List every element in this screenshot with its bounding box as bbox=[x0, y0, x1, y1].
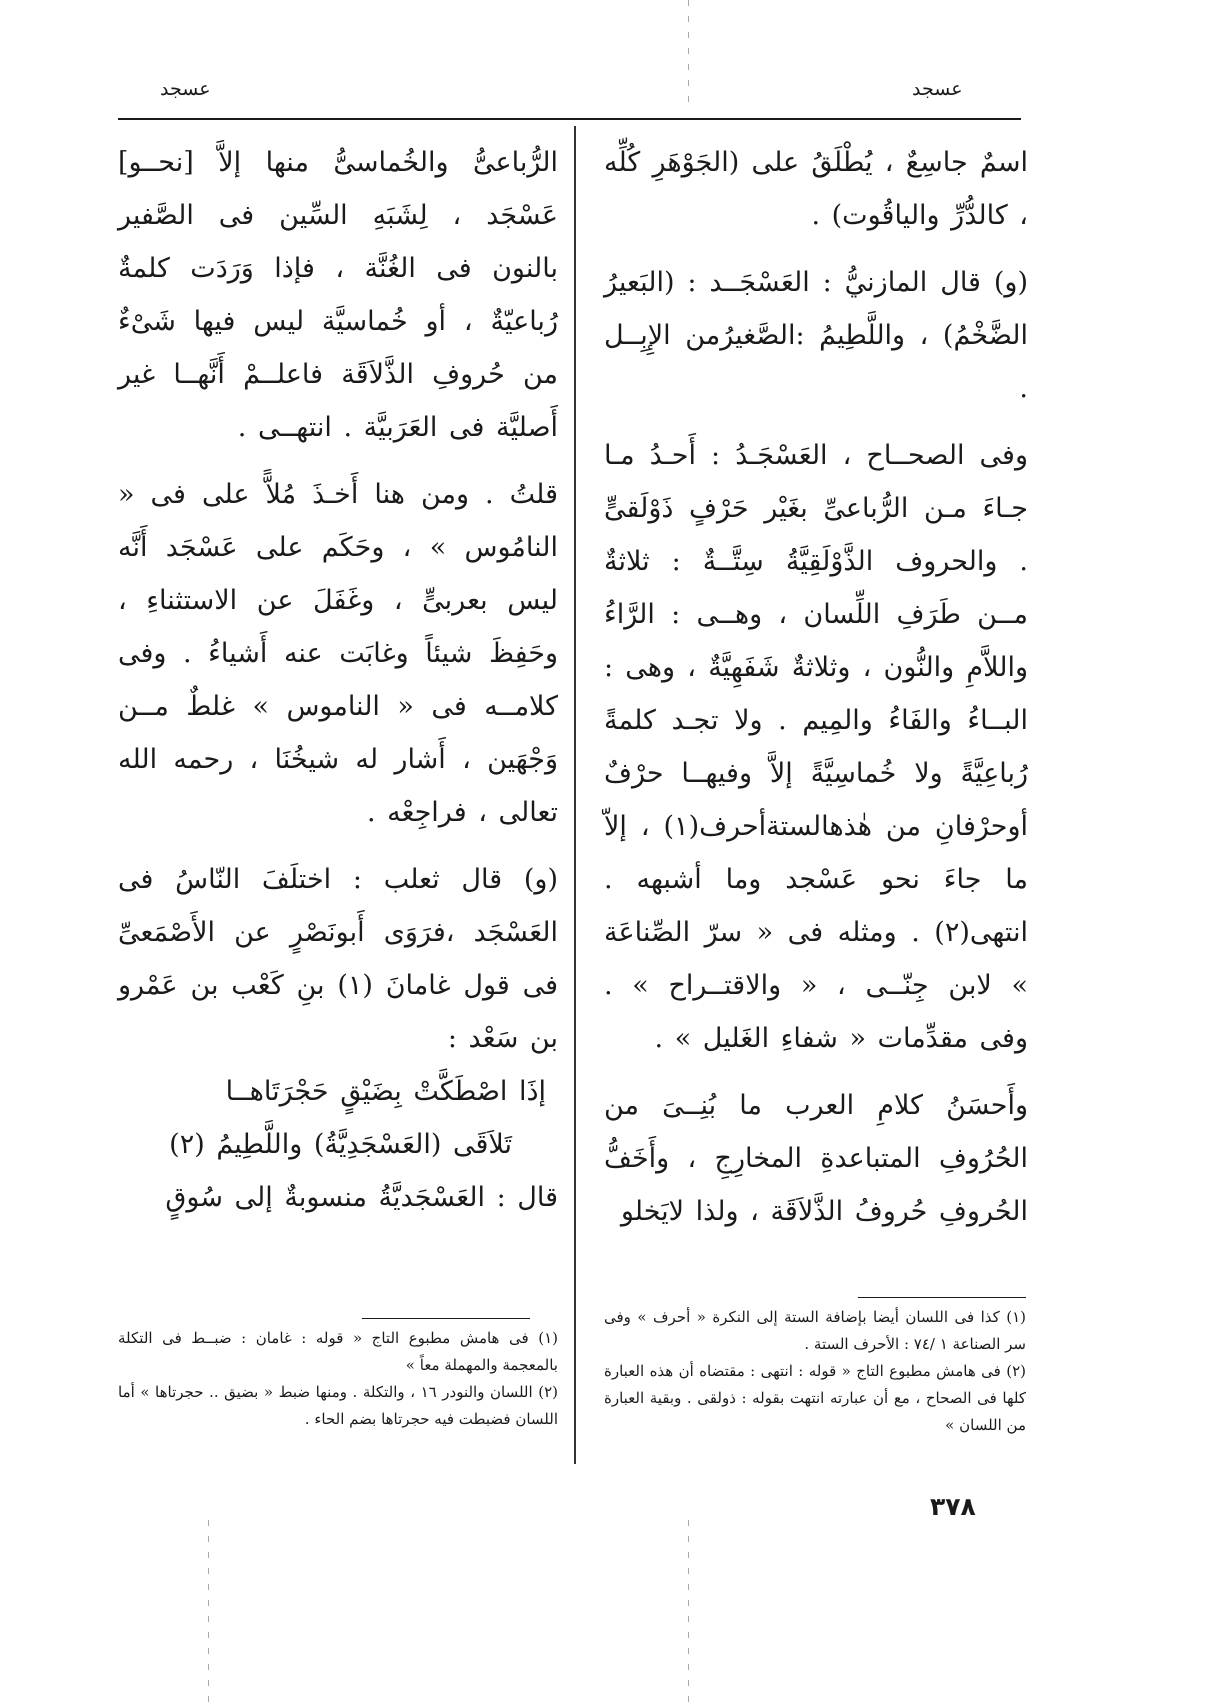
scan-artifact-line bbox=[688, 0, 689, 110]
footnote: (١) كذا فى اللسان أيضا بإضافة الستة إلى النكرة « أحرف » وفى سر الصناعة ١ /٧٤ : الأحرف الستة . bbox=[604, 1308, 1026, 1353]
footnote-rule bbox=[362, 1318, 530, 1319]
paragraph: الرُّباعىُّ والخُماسىُّ منها إلاَّ [نحــو] عَسْجَد ، لِشَبَهِ السِّين فى الصَّفير بالنون فى الغُنَّة ، فإذا وَرَدَت كلمةٌ رُباعيّةٌ ، أو خُماسيَّة ليس فيها شَىْءٌ من حُروفِ الذَّلاَقَة فاعلــمْ أَنَّهــا غير أَصليَّة فى العَرَبيَّة . انتهــى . bbox=[118, 147, 558, 443]
running-head-right: عسجد bbox=[912, 78, 963, 100]
footnotes-right bbox=[604, 1304, 1026, 1439]
header-rule bbox=[118, 118, 1021, 120]
page-number: ٣٧٨ bbox=[930, 1492, 976, 1521]
verse bbox=[118, 1065, 558, 1171]
verse-line-2: تَلاَقَى (العَسْجَدِيَّةُ) واللَّطِيمُ (٢) bbox=[169, 1129, 512, 1160]
paragraph: وفى الصحــاح ، العَسْجَـدُ : أَحـدُ مـا جـاءَ مـن الرُّباعىِّ بغَيْر حَرْفٍ ذَوْلَقىٍّ . والحروف الذَّوْلَقِيَّةُ سِتَّــةٌ : ثلاثةٌ مــن طَرَفِ اللِّسان ، وهــى : الرَّاءُ واللاَّمِ والنُّون ، وثلاثةٌ شَفَهِيَّةٌ ، وهى : البــاءُ والفَاءُ والمِيم . ولا تجـد كلمةً رُباعِيَّةً ولا خُماسِيَّةً إلاَّ وفيهــا حرْفٌ أوحرْفانِ من هٰذهالستةأحرف(١) ، إلاّ ما جاءَ نحو عَسْجد وما أشبهه . انتهى(٢) . ومثله فى « سرّ الصِّناعَة » لابن جِنّــى ، « والاقتــراح » . وفى مقدِّمات « شفاءِ الغَليل » . bbox=[604, 440, 1028, 1054]
footnote: (٢) اللسان والنودر ١٦ ، والتكلة . ومنها ضبط « بضيق .. حجرتاها » أما اللسان فضبطت فيه حجرتاها بضم الحاء . bbox=[118, 1383, 558, 1428]
scan-artifact-line bbox=[208, 1520, 209, 1704]
running-head-left: عسجد bbox=[160, 78, 211, 100]
paragraph: قلتُ . ومن هنا أَخـذَ مُلاًّ على فى « النامُوس » ، وحَكَم على عَسْجَد أَنَّه ليس بعربىٍّ ، وغَفَلَ عن الاستثناءِ ، وحَفِظَ شيئاً وغابَت عنه أَشياءُ . وفى كلامــه فى « الناموس » غلطٌ مــن وَجْهَين ، أَشار له شيخُنَا ، رحمه الله تعالى ، فراجِعْه . bbox=[118, 479, 558, 828]
scan-artifact-line bbox=[688, 1520, 689, 1704]
footnote: (١) فى هامش مطبوع التاج « قوله : غامان : ضبــط فى التكلة بالمعجمة والمهملة معاً » bbox=[118, 1329, 558, 1374]
column-divider bbox=[574, 126, 576, 1464]
footnote-rule bbox=[858, 1297, 1026, 1298]
verse-line-1: إذَا اصْطَكَّتْ بِضَيْقٍ حَجْرَتَاهــا bbox=[225, 1076, 546, 1107]
paragraph: وأَحسَنُ كلامِ العرب ما بُنِــىَ من الحُرُوفِ المتباعدةِ المخارِجِ ، وأَخَفُّ الحُروفِ حُروفُ الذَّلاَقَة ، ولذا لايَخلو bbox=[604, 1090, 1028, 1227]
paragraph: (و) قال ثعلب : اختلَفَ النّاسُ فى العَسْجَد ،فرَوَى أَبونَصْرٍ عن الأَصْمَعىِّ فى قول غامانَ (١) بنِ كَعْب بن عَمْرو بن سَعْد : bbox=[118, 864, 559, 1054]
footnotes-left bbox=[118, 1325, 558, 1433]
right-column bbox=[604, 136, 1028, 1238]
left-column bbox=[118, 136, 558, 1224]
paragraph: قال : العَسْجَديَّةُ منسوبةٌ إلى سُوقٍ bbox=[165, 1182, 558, 1213]
paragraph: (و) قال المازنيُّ : العَسْجَــد : (البَعيرُ الضَّخْمُ) ، واللَّطِيمُ :الصَّغيرُمن الإِبِــل . bbox=[604, 267, 1028, 404]
paragraph: اسمٌ جاسِعٌ ، يُطْلَقُ على (الجَوْهَرِ كُلِّه ، كالدُّرِّ والياقُوت) . bbox=[604, 147, 1028, 231]
footnote: (٢) فى هامش مطبوع التاج « قوله : انتهى : مقتضاه أن هذه العبارة كلها فى الصحاح ، مع أن عبارته انتهت بقوله : ذولقى . وبقية العبارة من اللسان » bbox=[604, 1362, 1026, 1434]
